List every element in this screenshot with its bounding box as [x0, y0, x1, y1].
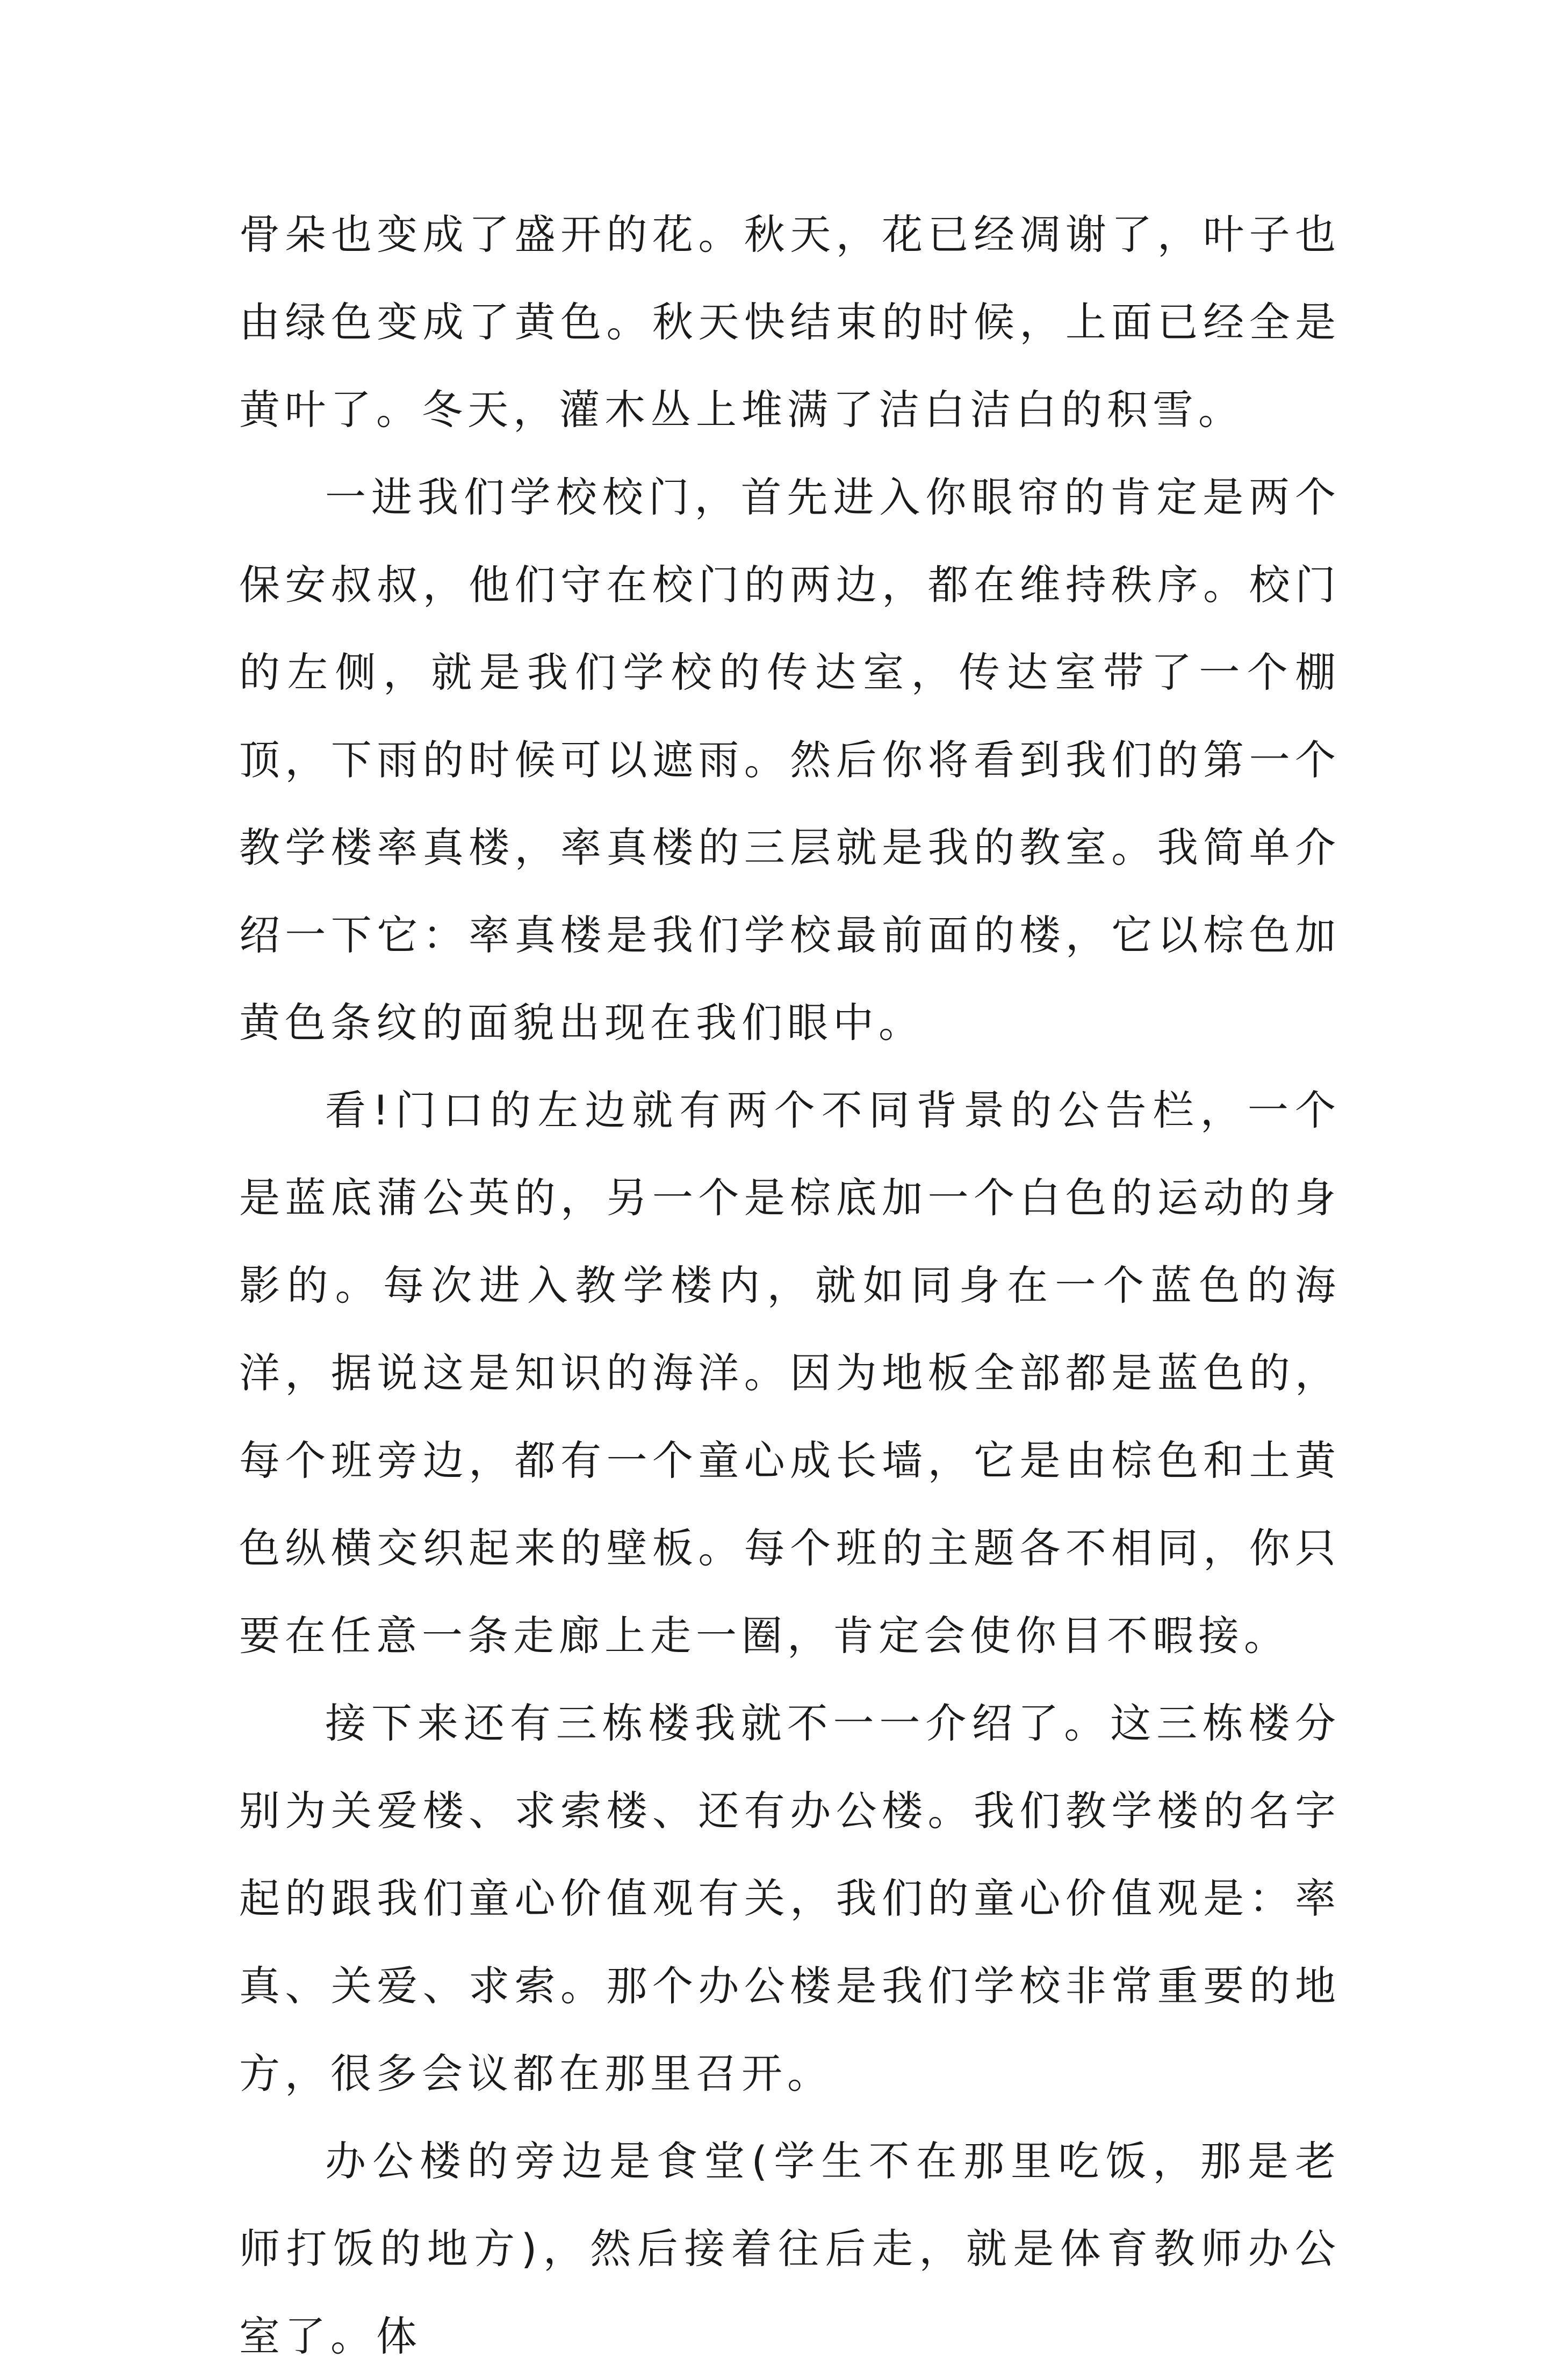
- paragraph-3: 看!门口的左边就有两个不同背景的公告栏，一个是蓝底蒲公英的，另一个是棕底加一个白色的运动的身影的。每次进入教学楼内，就如同身在一个蓝色的海洋，据说这是知识的海洋。因为地板全部都是蓝色的，每个班旁边，都有一个童心成长墙，它是由棕色和土黄色纵横交织起来的壁板。每个班的主题各不相同，你只要在任意一条走廊上走一圈，肯定会使你目不暇接。: [239, 1086, 1341, 1660]
- document-body: [239, 191, 1341, 2380]
- paragraph-2: 一进我们学校校门，首先进入你眼帘的肯定是两个保安叔叔，他们守在校门的两边，都在维持秩序。校门的左侧，就是我们学校的传达室，传达室带了一个棚顶，下雨的时候可以遮雨。然后你将看到我们的第一个教学楼率真楼，率真楼的三层就是我的教室。我简单介绍一下它：率真楼是我们学校最前面的楼，它以棕色加黄色条纹的面貌出现在我们眼中。: [239, 473, 1341, 1047]
- paragraph-4: 接下来还有三栋楼我就不一一介绍了。这三栋楼分别为关爱楼、求索楼、还有办公楼。我们教学楼的名字起的跟我们童心价值观有关，我们的童心价值观是：率真、关爱、求索。那个办公楼是我们学校非常重要的地方，很多会议都在那里召开。: [239, 1699, 1341, 2097]
- paragraph-1: 骨朵也变成了盛开的花。秋天，花已经凋谢了，叶子也由绿色变成了黄色。秋天快结束的时候，上面已经全是黄叶了。冬天，灌木丛上堆满了洁白洁白的积雪。: [239, 211, 1341, 434]
- paragraph-5: 办公楼的旁边是食堂(学生不在那里吃饭，那是老师打饭的地方)，然后接着往后走，就是体育教师办公室了。体: [239, 2137, 1341, 2360]
